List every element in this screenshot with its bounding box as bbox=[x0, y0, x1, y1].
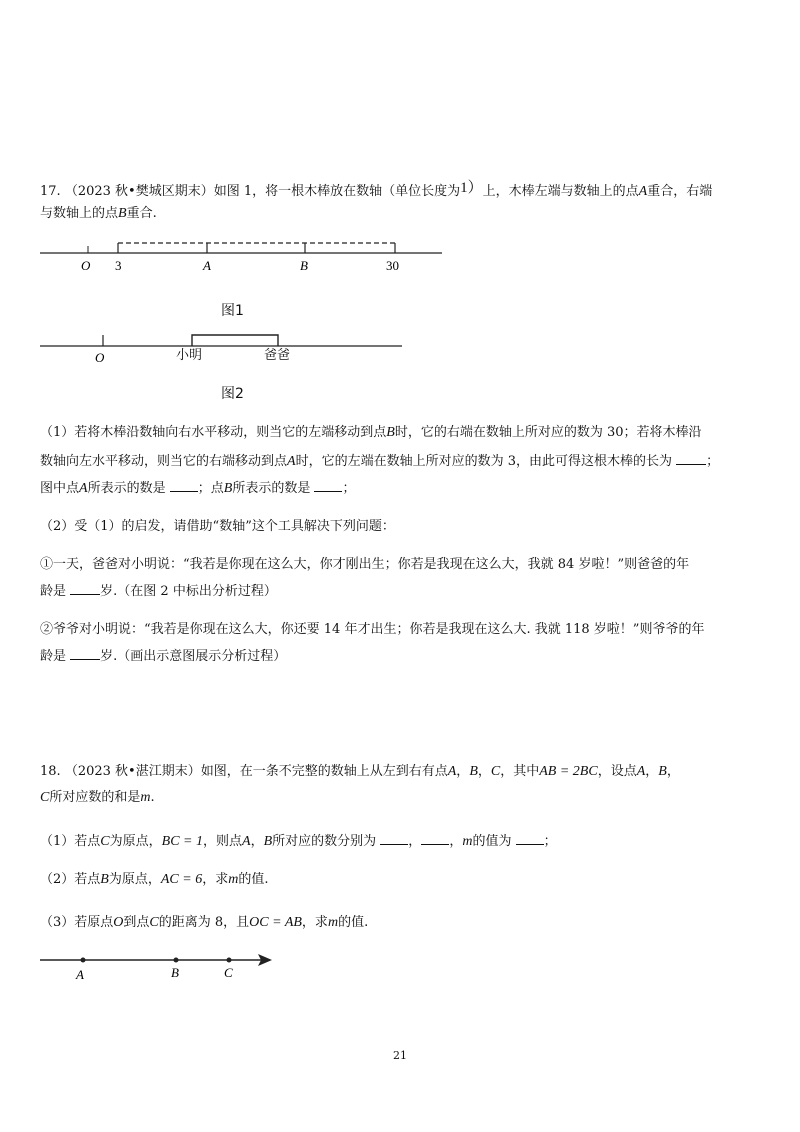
label-b: B bbox=[171, 965, 179, 980]
q17-part1-line1: （1）若将木棒沿数轴向右水平移动，则当它的左端移动到点B时，它的右端在数轴上所对应的数为 30；若将木棒沿 bbox=[40, 425, 702, 440]
q17-stem-line1: 17. （2023 秋•樊城区期末）如图 1，将一根木棒放在数轴（单位长度为1）上，木棒左端与数轴上的点A重合，右端 bbox=[40, 180, 713, 199]
answer-blank[interactable] bbox=[170, 479, 198, 492]
label-a: A bbox=[203, 258, 211, 273]
q17-part1-line2: 数轴向左水平移动，则当它的右端移动到点A时，它的左端在数轴上所对应的数为 3，由此可得这根木棒的长为 ； bbox=[40, 454, 720, 469]
q18-stem-line2: C所对应数的和是m. bbox=[40, 790, 155, 805]
q17-stem-line2: 与数轴上的点B重合. bbox=[40, 206, 157, 221]
label-c: C bbox=[224, 965, 233, 980]
point-c bbox=[227, 958, 232, 963]
page-number: 21 bbox=[393, 1049, 407, 1062]
answer-blank[interactable] bbox=[380, 832, 408, 845]
answer-blank[interactable] bbox=[70, 647, 100, 660]
label-o: O bbox=[81, 258, 91, 273]
figure-2-caption: 图2 bbox=[221, 386, 244, 402]
answer-blank[interactable] bbox=[421, 832, 449, 845]
label-baba: 爸爸 bbox=[264, 348, 291, 363]
label-a: A bbox=[76, 967, 84, 982]
q17-part2-1-line1: ①一天，爸爸对小明说：“我若是你现在这么大，你才刚出生；你若是我现在这么大，我就 84 岁啦！”则爸爸的年 bbox=[40, 557, 690, 572]
point-b bbox=[174, 958, 179, 963]
question-source: （2023 秋•樊城区期末） bbox=[64, 184, 214, 199]
figure-1-caption: 图1 bbox=[221, 303, 244, 319]
q17-part1-line3: 图中点A所表示的数是 ；点B所表示的数是 ； bbox=[40, 481, 356, 496]
figure-q18-number-line bbox=[0, 948, 300, 988]
q18-part1: （1）若点C为原点，BC = 1，则点A，B所对应的数分别为 ， ，m的值为 ； bbox=[40, 834, 557, 849]
question-number: 17. bbox=[40, 184, 61, 199]
question-source: （2023 秋•湛江期末） bbox=[64, 764, 201, 779]
q18-stem-line1: 18. （2023 秋•湛江期末）如图，在一条不完整的数轴上从左到右有点A，B，C，其中AB = 2BC，设点A，B， bbox=[40, 764, 680, 779]
label-o: O bbox=[95, 350, 105, 365]
question-number: 18. bbox=[40, 764, 61, 779]
q17-part2-intro: （2）受（1）的启发，请借助“数轴”这个工具解决下列问题： bbox=[40, 519, 395, 534]
figure-2-number-line bbox=[0, 325, 460, 370]
answer-blank[interactable] bbox=[676, 452, 706, 465]
figure-1-number-line bbox=[0, 230, 460, 280]
q17-part2-1-line2: 龄是 岁.（在图 2 中标出分析过程） bbox=[40, 584, 277, 599]
q18-part3: （3）若原点O到点C的距离为 8，且OC = AB，求m的值. bbox=[40, 915, 369, 930]
answer-blank[interactable] bbox=[314, 479, 342, 492]
q17-part2-2-line2: 龄是 岁.（画出示意图展示分析过程） bbox=[40, 649, 287, 664]
label-b: B bbox=[300, 258, 308, 273]
unit-length: 1） bbox=[460, 180, 483, 196]
q18-part2: （2）若点B为原点，AC = 6，求m的值. bbox=[40, 872, 269, 887]
label-xiaoming: 小明 bbox=[176, 348, 203, 363]
answer-blank[interactable] bbox=[516, 832, 544, 845]
label-30: 30 bbox=[386, 258, 399, 273]
point-a bbox=[81, 958, 86, 963]
q17-part2-2-line1: ②爷爷对小明说：“我若是你现在这么大，你还要 14 年才出生；你若是我现在这么大. 我就 118 岁啦！”则爷爷的年 bbox=[40, 622, 705, 637]
label-3: 3 bbox=[115, 258, 122, 273]
answer-blank[interactable] bbox=[70, 582, 100, 595]
